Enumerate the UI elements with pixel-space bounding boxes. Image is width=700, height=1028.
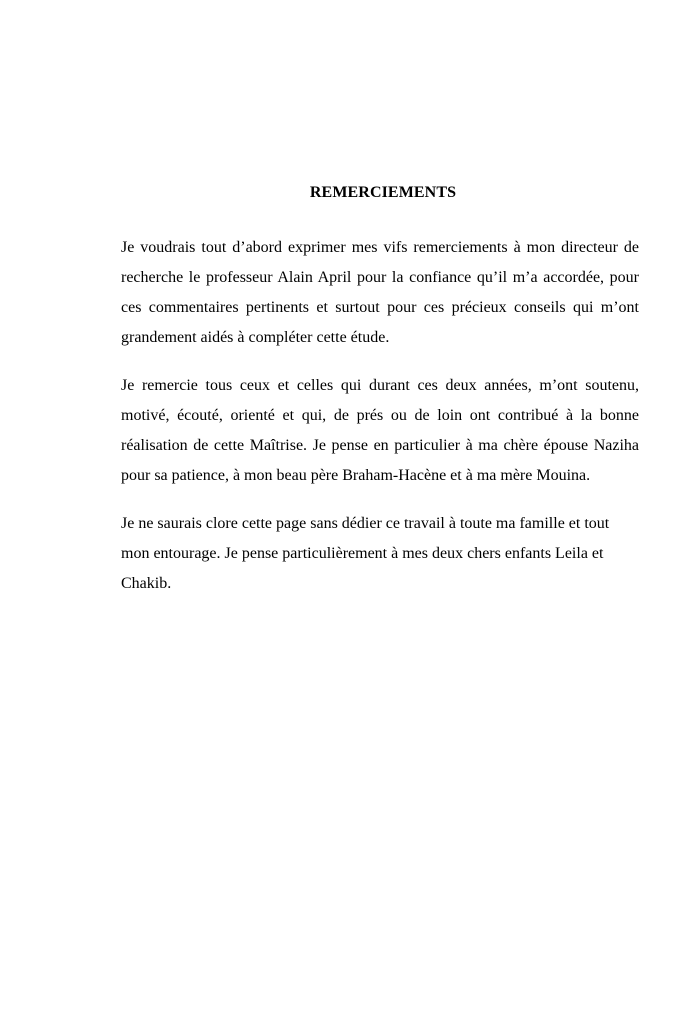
page-title: REMERCIEMENTS: [309, 184, 457, 201]
paragraph-2-container: [121, 371, 639, 491]
paragraph-2: Je remercie tous ceux et celles qui durant ces deux années, m’ont soutenu, motivé, écouté, orienté et qui, de prés ou de loin ont contribué à la bonne réalisation de cette Maîtrise. Je pense en particulier à ma chère épouse Naziha pour sa patience, à mon beau père Braham-Hacène et à ma mère Mouina.: [121, 377, 639, 484]
paragraph-3: Je ne saurais clore cette page sans dédier ce travail à toute ma famille et tout mon entourage. Je pense particulièrement à mes deux chers enfants Leila et Chakib.: [121, 515, 610, 592]
paragraph-3-container: [121, 509, 639, 599]
paragraph-1-container: [121, 233, 639, 353]
paragraph-1: Je voudrais tout d’abord exprimer mes vifs remerciements à mon directeur de recherche le professeur Alain April pour la confiance qu’il m’a accordée, pour ces commentaires pertinents et surtout pour ces précieux conseils qui m’ont grandement aidés à compléter cette étude.: [121, 239, 639, 346]
